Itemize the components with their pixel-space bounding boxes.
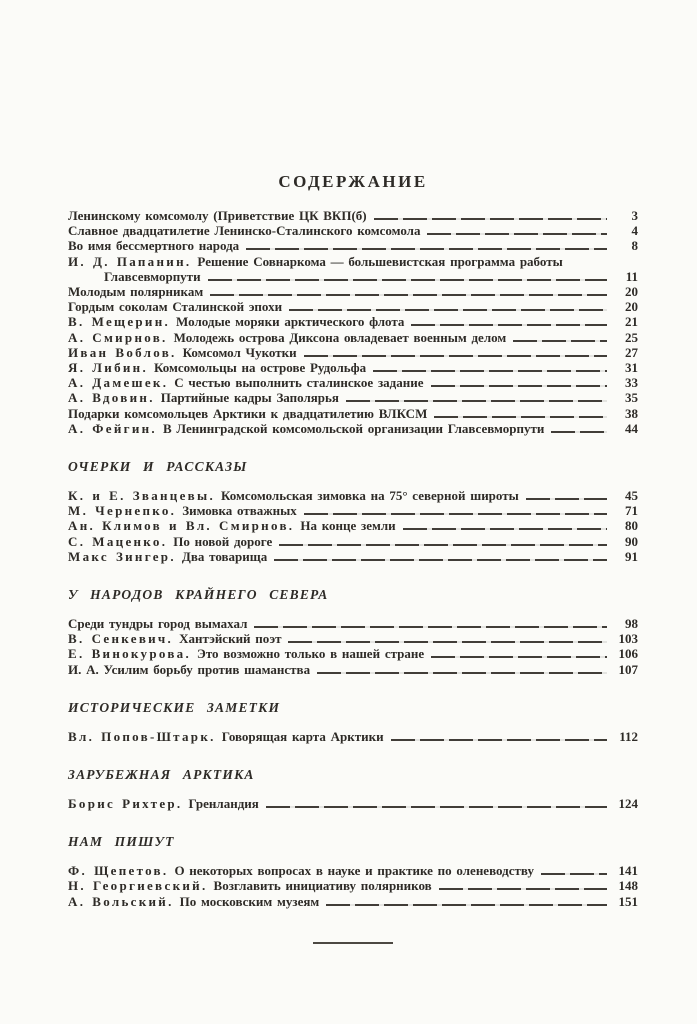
entry-author: А. Вдовин. <box>68 390 155 406</box>
entry-author: Ан. Климов и Вл. Смирнов. <box>68 518 295 534</box>
toc-entry-row <box>68 208 638 223</box>
entry-title: Главсевморпути <box>104 268 201 284</box>
dash-leader-line <box>439 888 607 890</box>
entry-text <box>68 360 366 375</box>
entry-title: Комсомол Чукотки <box>182 344 297 360</box>
entry-text <box>68 549 267 564</box>
entry-author: И. Д. Папанин. <box>68 253 192 269</box>
entry-text <box>68 863 534 878</box>
entry-title: Среди тундры город вымахал <box>68 616 248 632</box>
entry-text <box>68 616 247 631</box>
entry-page-number: 98 <box>625 616 638 632</box>
toc-entry-row <box>68 269 638 284</box>
entry-page-number: 90 <box>625 533 638 549</box>
entry-author: Вл. Попов-Штарк. <box>68 728 216 744</box>
toc-entry-row <box>68 406 638 421</box>
dash-leader-line <box>411 324 607 326</box>
entry-text <box>68 238 239 253</box>
toc-entry-row <box>68 299 638 314</box>
entry-title: Молодежь острова Диксона овладевает военным делом <box>173 329 507 345</box>
entry-text <box>68 421 544 436</box>
toc-entry-row <box>68 796 638 811</box>
dash-leader-line <box>513 340 607 342</box>
bottom-divider-rule <box>313 942 393 944</box>
entry-page-number: 103 <box>618 631 638 647</box>
toc-entry-row <box>68 646 638 661</box>
dash-leader-line <box>403 528 607 530</box>
entry-text <box>68 894 319 909</box>
entry-page-number: 25 <box>625 329 638 345</box>
entry-author: А. Вольский. <box>68 893 174 909</box>
entry-text <box>68 631 281 646</box>
entry-text <box>68 646 424 661</box>
entry-page-number: 107 <box>618 661 638 677</box>
entry-title: Комсомольцы на острове Рудольфа <box>154 360 367 376</box>
toc-entry-row <box>68 662 638 677</box>
dash-leader-line <box>431 656 607 658</box>
toc-entry-row <box>68 360 638 375</box>
toc-entry-row <box>68 488 638 503</box>
entry-title: Решение Совнаркома — большевистская программа работы <box>197 253 563 269</box>
entry-page-number: 106 <box>618 646 638 662</box>
entry-page-number: 148 <box>618 878 638 894</box>
toc-entry-row <box>68 534 638 549</box>
toc-entry-row <box>68 330 638 345</box>
entry-text <box>68 284 203 299</box>
entry-title: О некоторых вопросах в науке и практике по оленеводству <box>174 863 534 879</box>
dash-leader-line <box>526 498 607 500</box>
section-heading: ЗАРУБЕЖНАЯ АРКТИКА <box>68 767 255 783</box>
dash-leader-line <box>266 806 607 808</box>
entry-title: Партийные кадры Заполярья <box>160 390 339 406</box>
entry-title: В Ленинградской комсомольской организации Главсевморпути <box>162 420 545 436</box>
entry-title: По московским музеям <box>179 893 320 909</box>
dash-leader-line <box>391 739 607 741</box>
entry-page-number: 33 <box>625 375 638 391</box>
toc-entry-row <box>68 254 638 269</box>
entry-text <box>68 208 367 223</box>
entry-author: А. Фейгин. <box>68 420 157 436</box>
entry-title: Во имя бессмертного народа <box>68 238 240 254</box>
entry-author: Ф. Щепетов. <box>68 863 169 879</box>
entry-title: Гренландия <box>188 796 259 812</box>
dash-leader-line <box>279 544 607 546</box>
entry-text <box>68 269 201 284</box>
dash-leader-line <box>274 559 607 561</box>
section-heading: У НАРОДОВ КРАЙНЕГО СЕВЕРА <box>68 587 329 603</box>
dash-leader-line <box>326 904 607 906</box>
section-heading: ИСТОРИЧЕСКИЕ ЗАМЕТКИ <box>68 699 281 715</box>
entry-title: Зимовка отважных <box>182 503 297 519</box>
dash-leader-line <box>434 416 607 418</box>
entry-author: С. Маценко. <box>68 533 168 549</box>
toc-entry-row <box>68 616 638 631</box>
entry-title: И. А. Усилим борьбу против шаманства <box>68 661 311 677</box>
toc-entry-row <box>68 421 638 436</box>
entry-text <box>68 518 396 533</box>
entry-text <box>68 299 282 314</box>
entry-text <box>68 254 563 269</box>
dash-leader-line <box>373 370 607 372</box>
toc-entry-row <box>68 390 638 405</box>
entry-title: Хантэйский поэт <box>179 631 282 647</box>
entry-title: Говорящая карта Арктики <box>221 728 384 744</box>
entry-title: По новой дороге <box>173 533 273 549</box>
toc-entry-row <box>68 314 638 329</box>
entry-page-number: 35 <box>625 390 638 406</box>
entry-author: Борис Рихтер. <box>68 796 183 812</box>
entry-title: Славное двадцатилетие Ленинско-Сталинского комсомола <box>68 223 421 239</box>
entry-page-number: 20 <box>625 284 638 300</box>
entry-page-number: 91 <box>625 548 638 564</box>
dash-leader-line <box>246 248 607 250</box>
entry-text <box>68 488 519 503</box>
entry-text <box>68 503 297 518</box>
entry-page-number: 112 <box>619 728 638 744</box>
toc-entry-row <box>68 631 638 646</box>
toc-entry-row <box>68 863 638 878</box>
dash-leader-line <box>317 672 607 674</box>
dash-leader-line <box>210 294 607 296</box>
entry-author: Е. Винокурова. <box>68 646 192 662</box>
toc-entry-row <box>68 284 638 299</box>
dash-leader-line <box>374 218 607 220</box>
entry-page-number: 11 <box>625 268 638 284</box>
entry-page-number: 141 <box>618 863 638 879</box>
entry-author: М. Чернепко. <box>68 503 177 519</box>
entry-page-number: 4 <box>631 223 638 239</box>
entry-text <box>68 345 297 360</box>
dash-leader-line <box>304 513 607 515</box>
entry-author: А. Дамешек. <box>68 375 169 391</box>
dash-leader-line <box>541 873 607 875</box>
toc-entry-row <box>68 894 638 909</box>
dash-leader-line <box>304 355 607 357</box>
entry-text <box>68 375 424 390</box>
entry-text <box>68 406 427 421</box>
toc-entry-row <box>68 518 638 533</box>
entry-title: Молодые моряки арктического флота <box>176 314 405 330</box>
entry-author: В. Мещерин. <box>68 314 171 330</box>
toc-body <box>68 208 638 909</box>
entry-text <box>68 796 259 811</box>
entry-title: Молодым полярникам <box>68 284 204 300</box>
dash-leader-line <box>427 233 607 235</box>
entry-page-number: 3 <box>631 208 638 223</box>
entry-text <box>68 729 384 744</box>
entry-page-number: 71 <box>625 503 638 519</box>
entry-author: К. и Е. Званцевы. <box>68 488 215 504</box>
section-heading: ОЧЕРКИ И РАССКАЗЫ <box>68 459 248 475</box>
entry-author: В. Сенкевич. <box>68 631 174 647</box>
entry-page-number: 38 <box>625 405 638 421</box>
toc-entry-row <box>68 878 638 893</box>
toc-entry-row <box>68 238 638 253</box>
entry-page-number: 45 <box>625 488 638 504</box>
entry-page-number: 8 <box>631 238 638 254</box>
entry-text <box>68 390 339 405</box>
entry-page-number: 80 <box>625 518 638 534</box>
entry-title: С честью выполнить сталинское задание <box>174 375 424 391</box>
entry-page-number: 21 <box>625 314 638 330</box>
entry-page-number: 151 <box>618 893 638 909</box>
entry-page-number: 44 <box>625 420 638 436</box>
toc-entry-row <box>68 375 638 390</box>
entry-title: Комсомольская зимовка на 75° северной широты <box>221 488 519 504</box>
entry-title: Это возможно только в нашей стране <box>197 646 425 662</box>
entry-title: На конце земли <box>300 518 396 534</box>
entry-page-number: 124 <box>618 796 638 812</box>
entry-text <box>68 534 272 549</box>
entry-author: Макс Зингер. <box>68 548 176 564</box>
section-heading: НАМ ПИШУТ <box>68 834 175 850</box>
toc-entry-row <box>68 549 638 564</box>
dash-leader-line <box>346 400 607 402</box>
page-title: СОДЕРЖАНИЕ <box>278 172 428 191</box>
dash-leader-line <box>431 385 608 387</box>
toc-entry-row <box>68 503 638 518</box>
entry-text <box>68 662 310 677</box>
entry-page-number: 20 <box>625 299 638 315</box>
entry-text <box>68 314 404 329</box>
entry-text <box>68 878 432 893</box>
entry-text <box>68 330 506 345</box>
entry-title: Ленинскому комсомолу (Приветствие ЦК ВКП(б) <box>68 208 367 223</box>
dash-leader-line <box>289 309 607 311</box>
entry-title: Два товарища <box>181 548 268 564</box>
dash-leader-line <box>288 641 607 643</box>
entry-page-number: 31 <box>625 360 638 376</box>
entry-author: Н. Георгиевский. <box>68 878 208 894</box>
entry-title: Гордым соколам Сталинской эпохи <box>68 299 283 315</box>
entry-title: Возглавить инициативу полярников <box>213 878 432 894</box>
toc-entry-row <box>68 729 638 744</box>
entry-page-number: 27 <box>625 344 638 360</box>
entry-text <box>68 223 420 238</box>
entry-author: Я. Либин. <box>68 360 148 376</box>
toc-entry-row <box>68 345 638 360</box>
entry-author: А. Смирнов. <box>68 329 168 345</box>
entry-title: Подарки комсомольцев Арктики к двадцатилетию ВЛКСМ <box>68 405 428 421</box>
toc-entry-row <box>68 223 638 238</box>
dash-leader-line <box>254 626 607 628</box>
dash-leader-line <box>551 431 607 433</box>
dash-leader-line <box>208 279 607 281</box>
entry-author: Иван Воблов. <box>68 344 177 360</box>
